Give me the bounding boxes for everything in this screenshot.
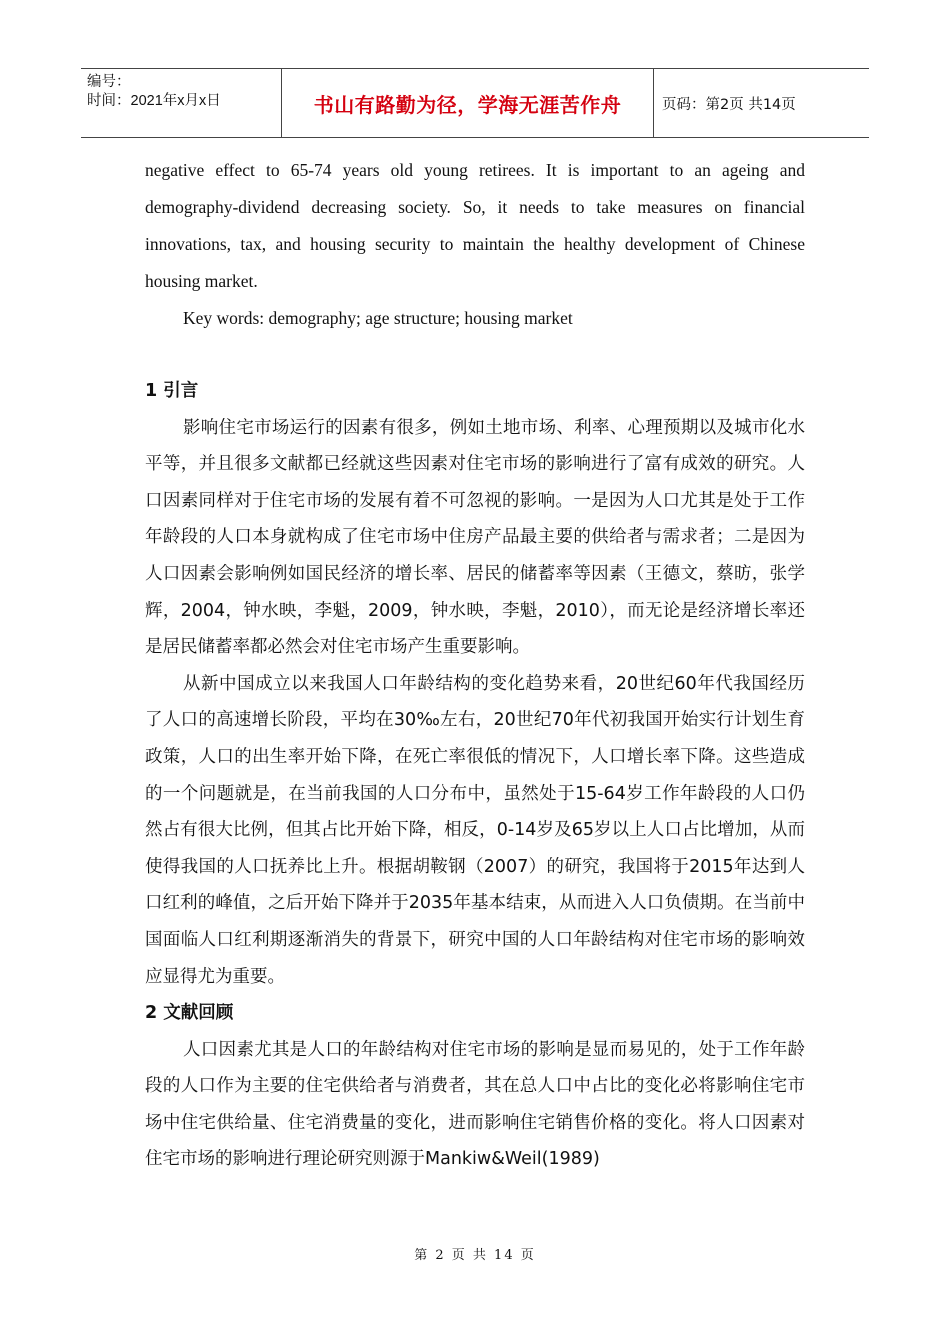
motto-text: 书山有路勤为径，学海无涯苦作舟 [313, 92, 622, 117]
section1-paragraph-2: 从新中国成立以来我国人口年龄结构的变化趋势来看，20世纪60年代我国经历了人口的高速增长阶段，平均在30‰左右，20世纪70年代初我国开始实行计划生育政策，人口的出生率开始下降，在死亡率很低的情况下，人口增长率下降。这些造成的一个问题就是，在当前我国的人口分布中，虽然处于15-64岁工作年龄段的人口仍然占有很大比例，但其占比开始下降，相反，0-14岁及65岁以上人口占比增加，从而使得我国的人口抚养比上升。根据胡鞍钢（2007）的研究，我国将于2015年达到人口红利的峰值，之后开始下降并于2035年基本结束，从而进入人口负债期。在当前中国面临人口红利期逐渐消失的背景下，研究中国的人口年龄结构对住宅市场的影响效应显得尤为重要。 [145, 673, 805, 987]
document-body [145, 152, 805, 1178]
page-header [81, 68, 869, 138]
section1-paragraph-1: 影响住宅市场运行的因素有很多，例如土地市场、利率、心理预期以及城市化水平等，并且很多文献都已经就这些因素对住宅市场的影响进行了富有成效的研究。人口因素同样对于住宅市场的发展有着不可忽视的影响。一是因为人口尤其是处于工作年龄段的人口本身就构成了住宅市场中住房产品最主要的供给者与需求者；二是因为人口因素会影响例如国民经济的增长率、居民的储蓄率等因素（王德文，蔡昉，张学辉，2004，钟水映，李魁，2009，钟水映，李魁，2010），而无论是经济增长率还是居民储蓄率都必然会对住宅市场产生重要影响。 [145, 417, 805, 658]
section-spacer [145, 337, 805, 373]
number-label: 编号： [87, 74, 131, 90]
keywords: Key words: demography; age structure; housing market [183, 308, 573, 328]
header-page-cell [654, 69, 869, 137]
date-label: 时间：2021年x月x日 [87, 93, 221, 109]
abstract-tail: negative effect to 65-74 years old young retirees. It is important to an ageing and demography-dividend decreasing society. So, it needs to take measures on financial innovations, tax, and housing security to maintain the healthy development of Chinese housing market. [145, 160, 805, 291]
page-label: 页码：第2页 共14页 [662, 96, 796, 113]
section1-heading: 1 引言 [145, 381, 199, 401]
section2-paragraph-1: 人口因素尤其是人口的年龄结构对住宅市场的影响是显而易见的，处于工作年龄段的人口作为主要的住宅供给者与消费者，其在总人口中占比的变化必将影响住宅市场中住宅供给量、住宅消费量的变化，进而影响住宅销售价格的变化。将人口因素对住宅市场的影响进行理论研究则源于Mankiw&Weil(1989) [145, 1039, 805, 1170]
header-motto-cell [282, 69, 654, 137]
header-left-cell [81, 69, 282, 137]
section2-heading: 2 文献回顾 [145, 1003, 234, 1024]
page-footer: 第 2 页 共 14 页 [414, 1248, 536, 1263]
